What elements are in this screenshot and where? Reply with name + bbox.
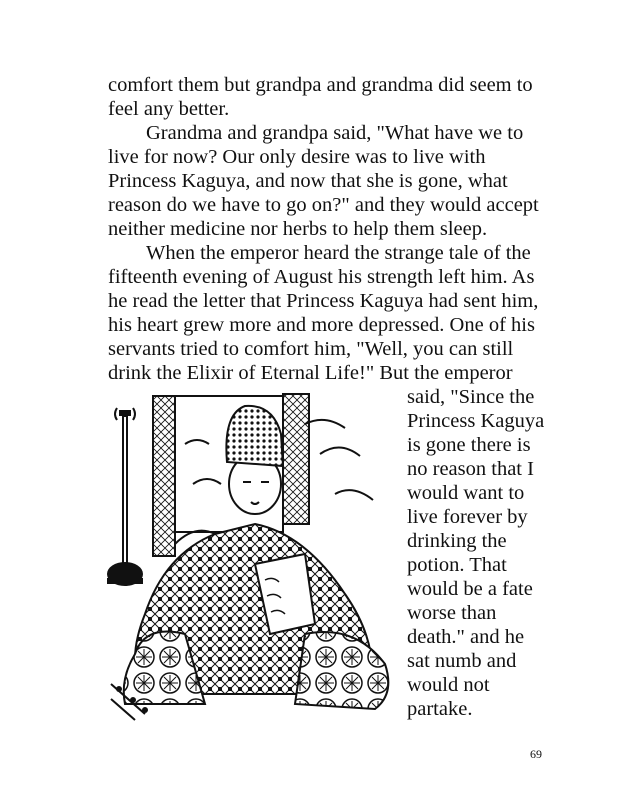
side-text-line: no reason that I xyxy=(407,458,534,480)
text-line: his heart grew more and more depressed. One of his xyxy=(108,314,535,336)
side-text-line: drinking the xyxy=(407,530,507,552)
side-text-line: live forever by xyxy=(407,506,528,528)
text-line: he read the letter that Princess Kaguya had sent him, xyxy=(108,290,539,312)
text-line: Princess Kaguya, and now that she is gone, what xyxy=(108,170,508,192)
lamp-stand-icon xyxy=(107,408,143,586)
text-line: neither medicine nor herbs to help them sleep. xyxy=(108,218,488,240)
text-line: comfort them but grandpa and grandma did seem to xyxy=(108,74,533,96)
side-text-line: would want to xyxy=(407,482,525,504)
text-line: drink the Elixir of Eternal Life!" But the emperor xyxy=(108,362,513,384)
side-text-line: would not xyxy=(407,674,490,696)
text-line: live for now? Our only desire was to live with xyxy=(108,146,486,168)
emperor-illustration xyxy=(105,384,405,724)
text-line: feel any better. xyxy=(108,98,230,120)
side-text-line: partake. xyxy=(407,698,473,720)
side-text-line: potion. That xyxy=(407,554,507,576)
side-text-line: sat numb and xyxy=(407,650,517,672)
side-text-line: is gone there is xyxy=(407,434,531,456)
text-line: When the emperor heard the strange tale of the xyxy=(146,242,531,264)
text-line: reason do we have to go on?" and they would accept xyxy=(108,194,539,216)
page-number: 69 xyxy=(530,747,542,761)
text-line: servants tried to comfort him, "Well, you can still xyxy=(108,338,514,360)
text-line: fifteenth evening of August his strength left him. As xyxy=(108,266,535,288)
side-text-line: would be a fate xyxy=(407,578,533,600)
side-text-line: said, "Since the xyxy=(407,386,535,408)
text-line: Grandma and grandpa said, "What have we to xyxy=(146,122,524,144)
side-text-line: death." and he xyxy=(407,626,525,648)
side-text-line: worse than xyxy=(407,602,497,624)
side-text-line: Princess Kaguya xyxy=(407,410,545,432)
